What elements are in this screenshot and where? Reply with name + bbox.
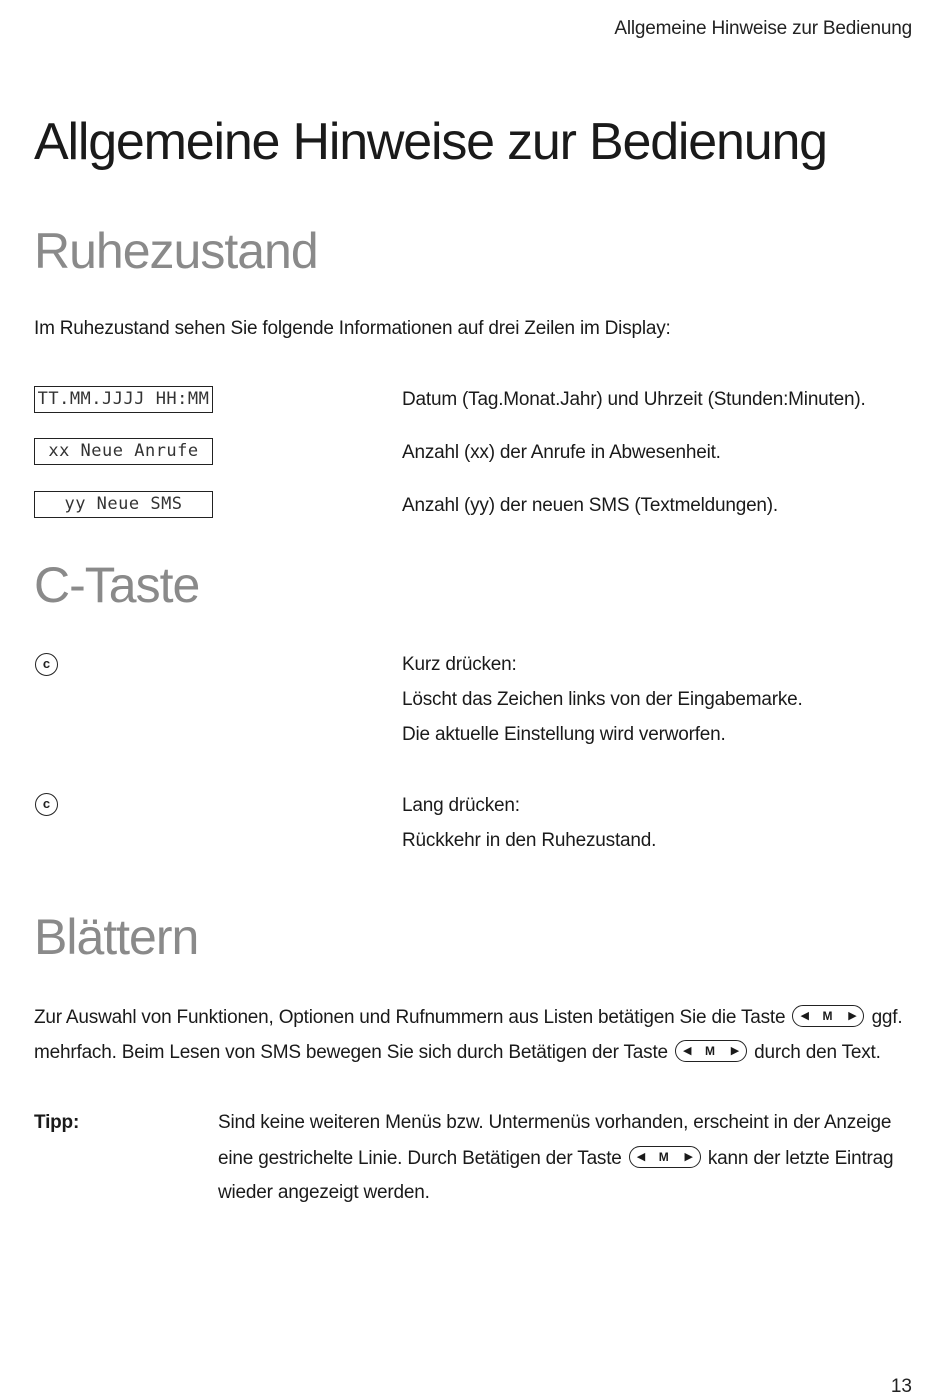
c-key-icon: c [35, 793, 58, 816]
c-key-long-press [402, 794, 656, 864]
arrow-right-icon: ▶ [684, 1151, 693, 1163]
menu-key-letter: M [822, 1009, 833, 1023]
arrow-right-icon: ▶ [730, 1045, 740, 1057]
lcd-display-line-3: yy Neue SMS [34, 491, 213, 518]
menu-navigation-key-icon [675, 1040, 747, 1062]
tipp-text [218, 1111, 893, 1216]
text-fragment: durch den Text. [754, 1042, 881, 1063]
page-number: 13 [890, 1376, 912, 1397]
menu-key-letter: M [658, 1150, 669, 1164]
blaettern-line-2 [34, 1040, 902, 1075]
running-header: Allgemeine Hinweise zur Bedienung [614, 18, 912, 39]
page-title: Allgemeine Hinweise zur Bedienung [34, 113, 827, 171]
arrow-left-icon: ◀ [800, 1010, 809, 1022]
tipp-line-2 [218, 1146, 893, 1181]
display-line-1-description: Datum (Tag.Monat.Jahr) und Uhrzeit (Stunden:Minuten). [402, 389, 866, 410]
blaettern-paragraph [34, 1005, 902, 1075]
section-heading-ruhezustand: Ruhezustand [34, 223, 318, 279]
display-line-3-description: Anzahl (yy) der neuen SMS (Textmeldungen). [402, 495, 779, 516]
tipp-label: Tipp: [34, 1112, 80, 1133]
arrow-left-icon: ◀ [636, 1151, 646, 1163]
text-fragment: kann der letzte Eintrag [707, 1148, 894, 1169]
short-press-line-2: Die aktuelle Einstellung wird verworfen. [402, 724, 726, 745]
display-line-2-description: Anzahl (xx) der Anrufe in Abwesenheit. [402, 442, 721, 463]
text-fragment: ggf. [871, 1007, 903, 1028]
long-press-line-1: Rückkehr in den Ruhezustand. [402, 830, 657, 851]
menu-key-letter: M [705, 1044, 715, 1058]
tipp-line-3: wieder angezeigt werden. [218, 1182, 430, 1203]
text-fragment: Zur Auswahl von Funktionen, Optionen und Rufnummern aus Listen betätigen Sie die Taste [34, 1007, 786, 1028]
lcd-display-line-1: TT.MM.JJJJ HH:MM [34, 386, 213, 413]
text-fragment: mehrfach. Beim Lesen von SMS bewegen Sie sich durch Betätigen der Taste [34, 1042, 668, 1063]
lcd-display-line-2: xx Neue Anrufe [34, 438, 213, 465]
menu-navigation-key-icon [792, 1005, 864, 1027]
blaettern-line-1 [34, 1005, 902, 1040]
section-heading-blaettern: Blättern [34, 909, 199, 965]
text-fragment: eine gestrichelte Linie. Durch Betätigen der Taste [218, 1148, 622, 1169]
c-key-icon: c [35, 653, 58, 676]
short-press-title: Kurz drücken: [402, 654, 517, 675]
arrow-left-icon: ◀ [683, 1045, 692, 1057]
long-press-title: Lang drücken: [402, 795, 520, 816]
c-key-short-press [402, 653, 803, 758]
section-heading-c-taste: C-Taste [34, 557, 200, 613]
arrow-right-icon: ▶ [848, 1010, 857, 1022]
ruhezustand-intro: Im Ruhezustand sehen Sie folgende Informationen auf drei Zeilen im Display: [34, 318, 671, 339]
tipp-line-1: Sind keine weiteren Menüs bzw. Untermenüs vorhanden, erscheint in der Anzeige [218, 1112, 892, 1133]
menu-navigation-key-icon [629, 1146, 701, 1168]
short-press-line-1: Löscht das Zeichen links von der Eingabemarke. [402, 689, 803, 710]
